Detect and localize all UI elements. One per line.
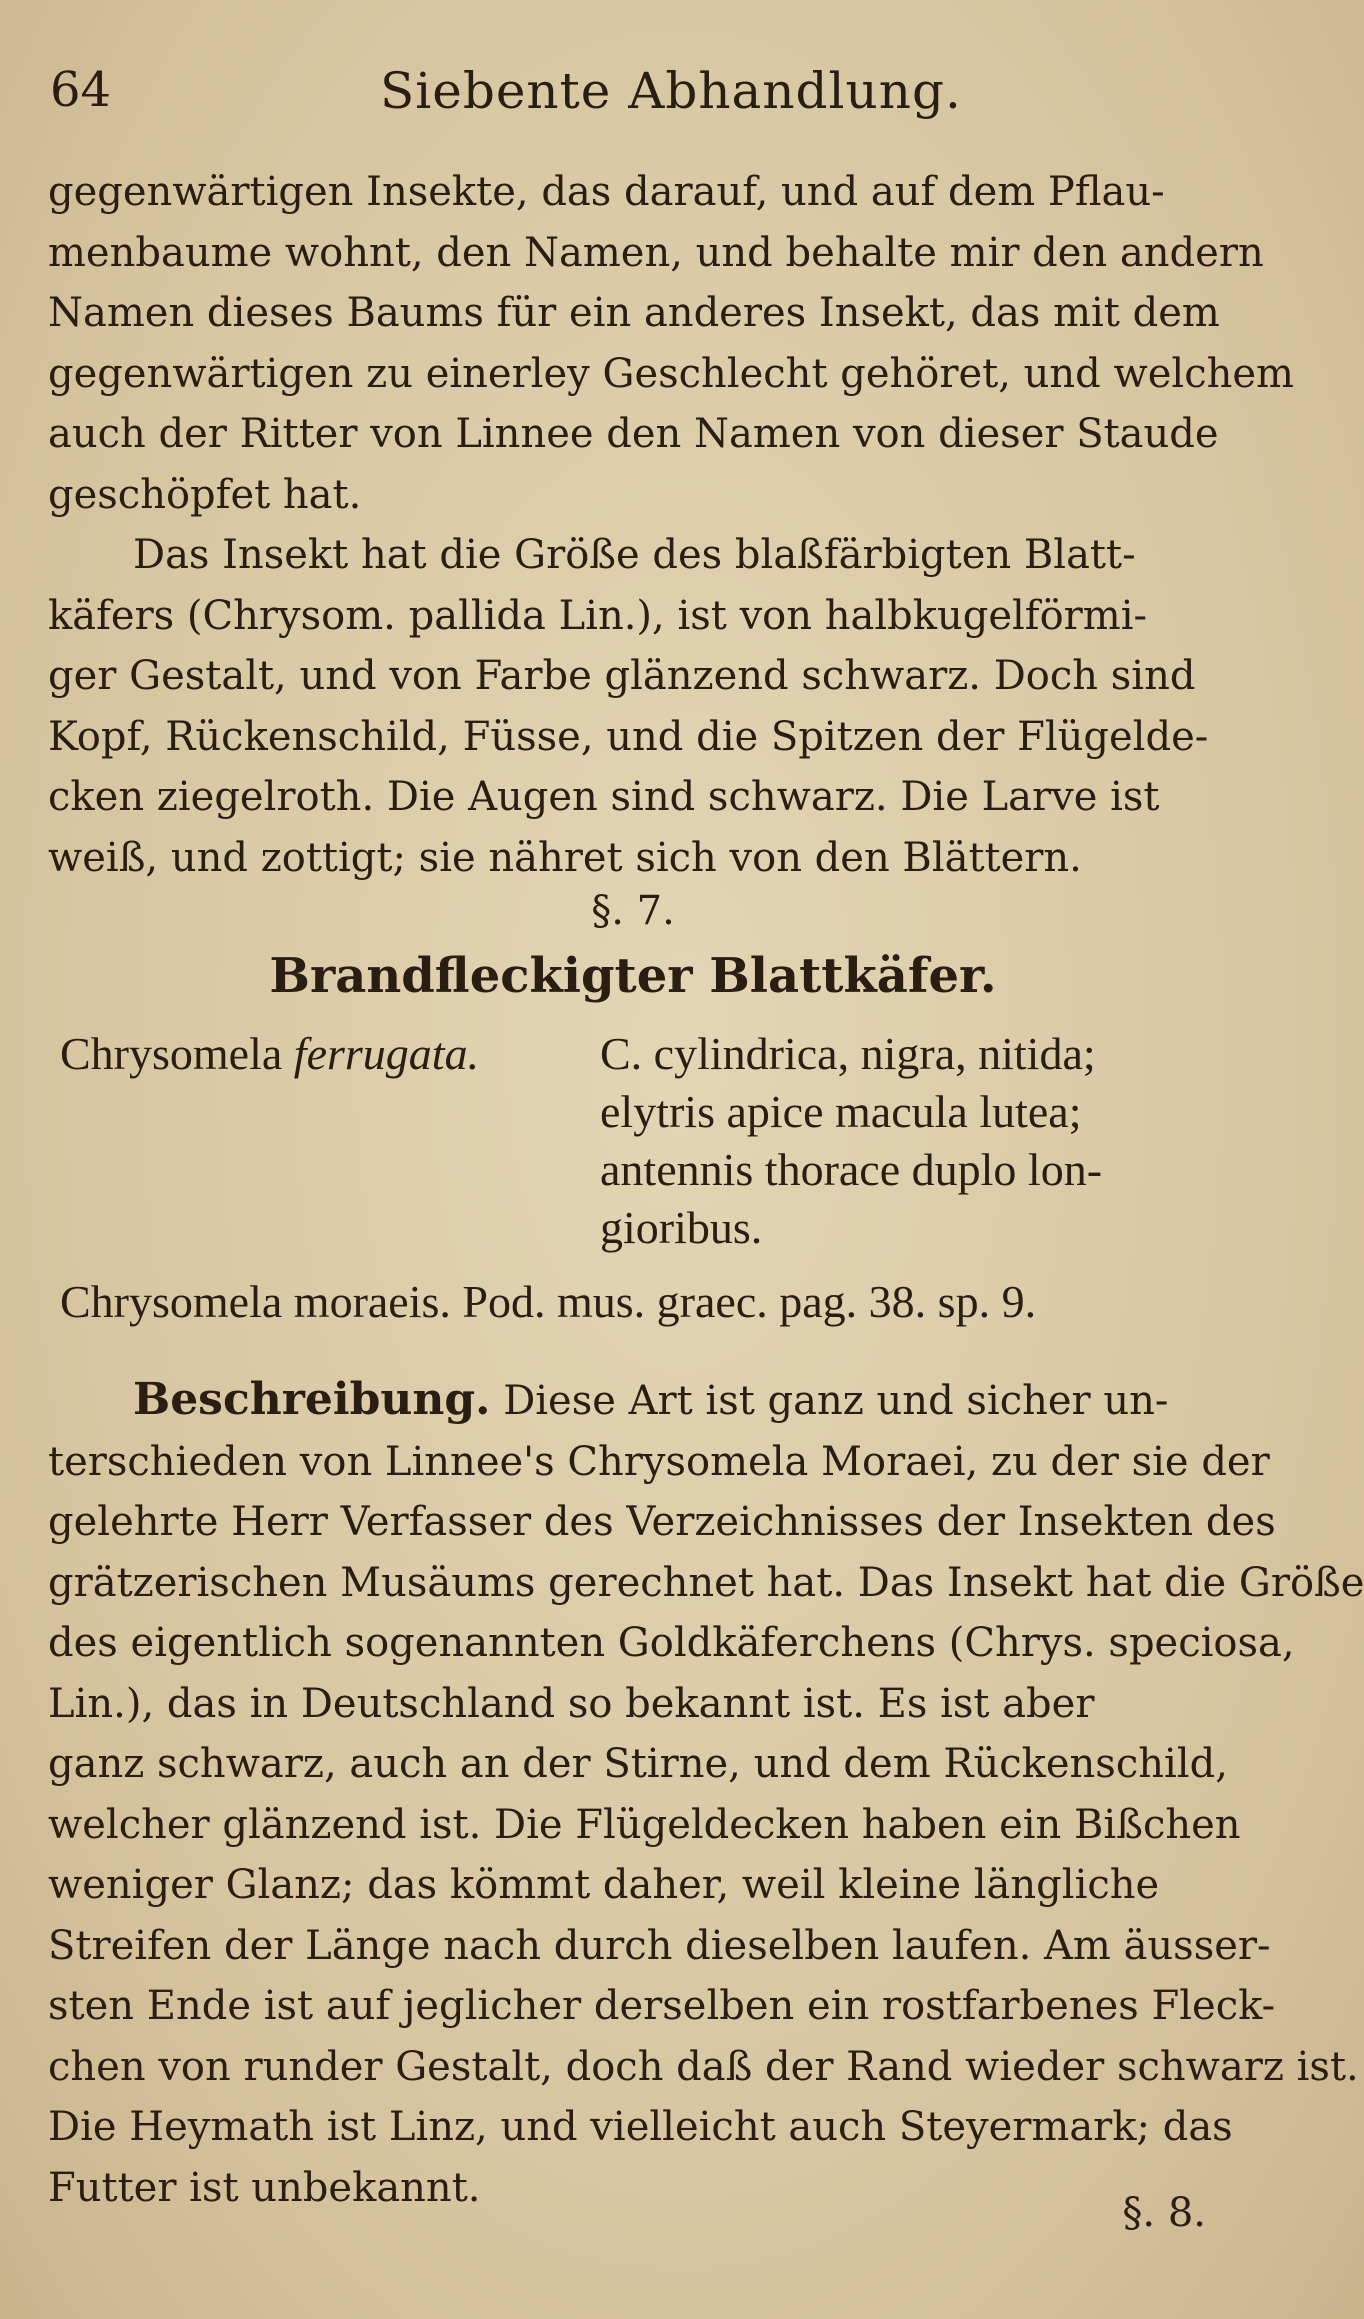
text-line: Streifen der Länge nach durch dieselben laufen. Am äusser- xyxy=(48,1922,1271,1969)
description-paragraph xyxy=(48,1370,1364,2218)
text-line xyxy=(48,1370,1228,1432)
running-head: Siebente Abhandlung. xyxy=(380,62,962,120)
synonym-reference: Chrysomela moraeis. Pod. mus. graec. pag. 38. sp. 9. xyxy=(60,1276,1037,1327)
text-line: Futter ist unbekannt. xyxy=(48,2164,481,2211)
text-line: Lin.), das in Deutschland so bekannt ist. Es ist aber xyxy=(48,1680,1095,1727)
text-line: gegenwärtigen zu einerley Geschlecht gehöret, und welchem xyxy=(48,350,1294,397)
section-number: §. 7. xyxy=(591,888,675,934)
text-line: ger Gestalt, und von Farbe glänzend schwarz. Doch sind xyxy=(48,653,1196,699)
text-line: cken ziegelroth. Die Augen sind schwarz. Die Larve ist xyxy=(48,774,1160,820)
text-line: grätzerischen Musäums gerechnet hat. Das Insekt hat die Größe xyxy=(48,1559,1364,1606)
genus-name: Chrysomela xyxy=(60,1028,283,1079)
taxon-name xyxy=(60,1025,479,1083)
text-line: sten Ende ist auf jeglicher derselben ein rostfarbenes Fleck- xyxy=(48,1983,1276,2029)
paragraph-1 xyxy=(48,162,1294,888)
text-line: welcher glänzend ist. Die Flügeldecken haben ein Bißchen xyxy=(48,1801,1241,1848)
text-line: geschöpfet hat. xyxy=(48,471,362,518)
text-line: gelehrte Herr Verfasser des Verzeichnisses der Insekten des xyxy=(48,1499,1276,1545)
text-line: käfers (Chrysom. pallida Lin.), ist von halbkugelförmi- xyxy=(48,592,1148,639)
page-header xyxy=(50,62,1226,142)
text-line: auch der Ritter von Linnee den Namen von dieser Staude xyxy=(48,411,1219,457)
diagnosis-line: antennis thorace duplo lon- xyxy=(600,1144,1103,1195)
catchword: §. 8. xyxy=(1122,2190,1206,2236)
text-line: weiß, und zottigt; sie nähret sich von den Blättern. xyxy=(48,834,1082,881)
diagnosis xyxy=(600,1025,1240,1257)
diagnosis-line: C. cylindrica, nigra, nitida; xyxy=(600,1028,1096,1079)
diagnosis-line: gioribus. xyxy=(600,1202,763,1253)
text-line: gegenwärtigen Insekte, das darauf, und auf dem Pflau- xyxy=(48,169,1165,215)
text-line: Das Insekt hat die Größe des blaßfärbigten Blatt- xyxy=(133,532,1136,578)
text-line: ganz schwarz, auch an der Stirne, und dem Rückenschild, xyxy=(48,1741,1228,1787)
text-line: Kopf, Rückenschild, Füsse, und die Spitzen der Flügelde- xyxy=(48,713,1209,760)
text-line: chen von runder Gestalt, doch daß der Rand wieder schwarz ist. xyxy=(48,2043,1359,2090)
description-lead: Beschreibung. xyxy=(133,1374,491,1425)
text-line: weniger Glanz; das kömmt daher, weil kleine längliche xyxy=(48,1862,1160,1908)
text-line: menbaume wohnt, den Namen, und behalte mir den andern xyxy=(48,229,1264,276)
section-title: Brandfleckigter Blattkäfer. xyxy=(269,948,997,1004)
page-number: 64 xyxy=(50,62,112,118)
text-line: Die Heymath ist Linz, und vielleicht auch Steyermark; das xyxy=(48,2104,1233,2150)
diagnosis-line: elytris apice macula lutea; xyxy=(600,1086,1082,1137)
text-line: des eigentlich sogenannten Goldkäferchens (Chrys. speciosa, xyxy=(48,1620,1295,1666)
text-fragment: Diese Art ist ganz und sicher un- xyxy=(503,1378,1169,1424)
text-line: Namen dieses Baums für ein anderes Insekt, das mit dem xyxy=(48,290,1220,336)
text-line: terschieden von Linnee's Chrysomela Moraei, zu der sie der xyxy=(48,1438,1270,1485)
species-epithet: ferrugata. xyxy=(293,1028,480,1079)
